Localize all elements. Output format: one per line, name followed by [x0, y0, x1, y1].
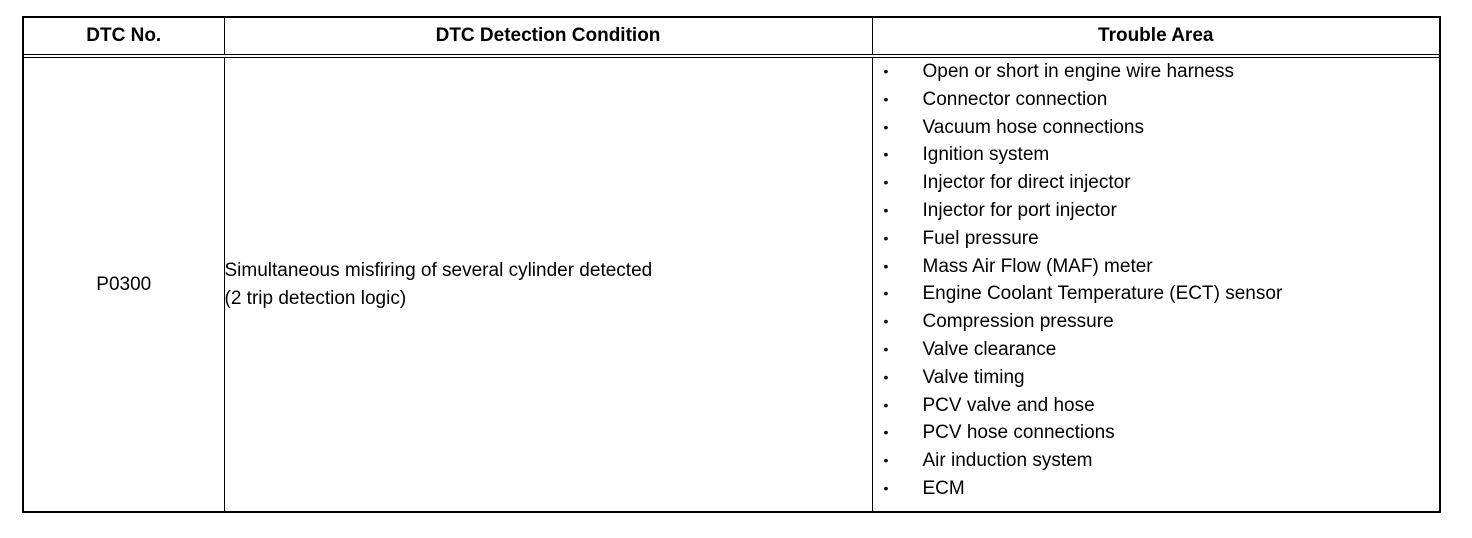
- list-item: [873, 392, 1440, 420]
- header-dtc-no: DTC No.: [24, 18, 224, 56]
- trouble-area-label: Fuel pressure: [922, 227, 1039, 249]
- trouble-area-label: Injector for direct injector: [922, 172, 1131, 194]
- trouble-area-label: Valve timing: [922, 366, 1025, 388]
- list-item: [873, 336, 1440, 364]
- list-item: [873, 447, 1440, 475]
- bullet-icon: •: [883, 63, 889, 79]
- trouble-area-label: Engine Coolant Temperature (ECT) sensor: [922, 283, 1283, 305]
- bullet-icon: •: [883, 285, 889, 302]
- trouble-area-label: PCV hose connections: [922, 422, 1115, 444]
- list-item: [873, 364, 1440, 392]
- trouble-area-label: Valve clearance: [922, 338, 1057, 360]
- dtc-table: [24, 18, 1439, 511]
- bullet-icon: •: [883, 479, 889, 496]
- bullet-icon: •: [883, 229, 889, 246]
- dtc-code-cell: P0300: [24, 56, 224, 511]
- list-item: [873, 475, 1440, 503]
- list-item: [873, 86, 1440, 114]
- trouble-area-label: Injector for port injector: [922, 199, 1117, 221]
- trouble-area-label: PCV valve and hose: [922, 394, 1095, 416]
- list-item: [873, 280, 1440, 308]
- bullet-icon: •: [883, 146, 889, 163]
- trouble-area-cell: [872, 56, 1439, 511]
- bullet-icon: •: [883, 174, 889, 191]
- bullet-icon: •: [883, 424, 889, 441]
- list-item: [873, 169, 1440, 197]
- dtc-table-container: [22, 16, 1441, 513]
- trouble-area-label: ECM: [922, 477, 965, 499]
- bullet-icon: •: [883, 396, 889, 413]
- header-detection-condition: DTC Detection Condition: [224, 18, 872, 56]
- bullet-icon: •: [883, 201, 889, 218]
- bullet-icon: •: [883, 90, 889, 107]
- list-item: [873, 225, 1440, 253]
- list-item: [873, 308, 1440, 336]
- list-item: [873, 141, 1440, 169]
- list-item: [873, 419, 1440, 447]
- trouble-area-label: Compression pressure: [922, 311, 1114, 333]
- list-item: [873, 114, 1440, 142]
- list-item: [873, 197, 1440, 225]
- bullet-icon: •: [883, 118, 889, 135]
- trouble-area-label: Mass Air Flow (MAF) meter: [922, 255, 1153, 277]
- list-item: [873, 253, 1440, 281]
- condition-line: (2 trip detection logic): [224, 287, 407, 309]
- bullet-icon: •: [883, 257, 889, 274]
- trouble-area-label: Open or short in engine wire harness: [922, 61, 1235, 82]
- list-item: [873, 58, 1440, 86]
- bullet-icon: •: [883, 313, 889, 330]
- table-row: [24, 56, 1439, 511]
- header-trouble-area: Trouble Area: [872, 18, 1439, 56]
- table-header-row: [24, 18, 1439, 56]
- trouble-area-label: Connector connection: [922, 88, 1108, 110]
- bullet-icon: •: [883, 368, 889, 385]
- bullet-icon: •: [883, 340, 889, 357]
- condition-line: Simultaneous misfiring of several cylinder detected: [224, 259, 653, 281]
- trouble-area-label: Ignition system: [922, 144, 1050, 166]
- detection-condition-cell: [224, 56, 872, 511]
- trouble-area-list: [873, 58, 1440, 503]
- trouble-area-label: Vacuum hose connections: [922, 116, 1144, 138]
- trouble-area-label: Air induction system: [922, 450, 1093, 472]
- bullet-icon: •: [883, 452, 889, 469]
